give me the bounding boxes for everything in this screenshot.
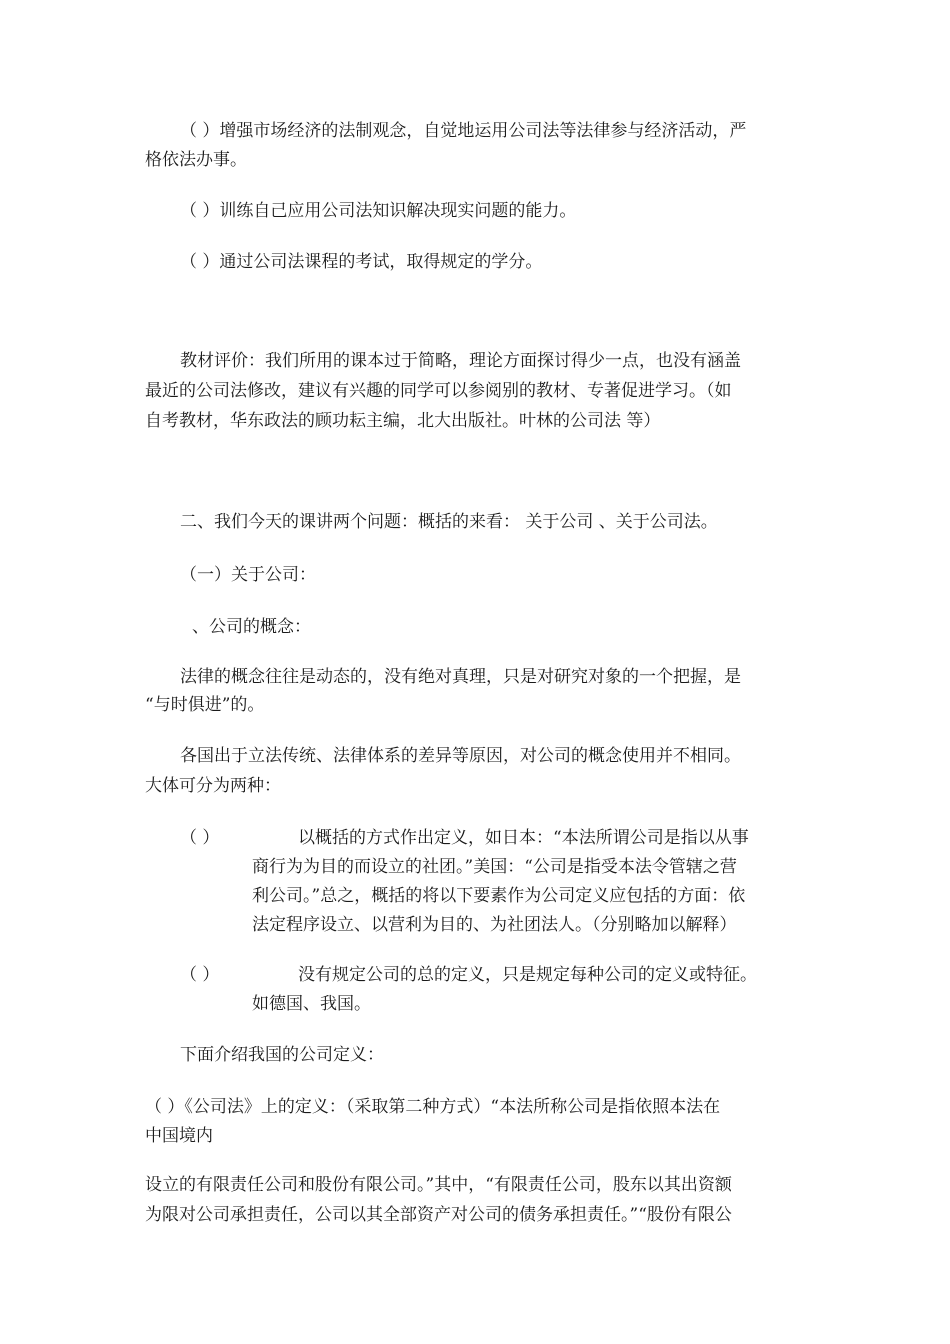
paragraph-line: 最近的公司法修改，建议有兴趣的同学可以参阅别的教材、专著促进学习。（如: [145, 381, 732, 401]
paragraph: （ ）训练自己应用公司法知识解决现实问题的能力。: [180, 201, 577, 221]
paragraph-line: 中国境内: [145, 1126, 213, 1146]
list-marker: （ ）: [180, 965, 220, 985]
paragraph-line: （ ）《公司法》上的定义：（采取第二种方式）“本法所称公司是指依照本法在: [145, 1097, 721, 1117]
paragraph-line: 法律的概念往往是动态的，没有绝对真理，只是对研究对象的一个把握，是: [180, 667, 741, 687]
paragraph-line: 大体可分为两种：: [145, 776, 281, 796]
list-item-line: 法定程序设立、以营利为目的、为社团法人。（分别略加以解释）: [252, 915, 737, 935]
paragraph-line: 各国出于立法传统、法律体系的差异等原因，对公司的概念使用并不相同。: [180, 746, 741, 766]
paragraph-line: 格依法办事。: [145, 150, 247, 170]
list-marker: （ ）: [180, 828, 220, 848]
paragraph-line: （ ）增强市场经济的法制观念，自觉地运用公司法等法律参与经济活动，严: [180, 121, 747, 141]
list-item-line: 利公司。”总之，概括的将以下要素作为公司定义应包括的方面：依: [252, 886, 746, 906]
list-item-line: 以概括的方式作出定义，如日本：“本法所谓公司是指以从事: [298, 828, 749, 848]
paragraph: 下面介绍我国的公司定义：: [180, 1045, 384, 1065]
list-item-line: 没有规定公司的总的定义，只是规定每种公司的定义或特征。: [298, 965, 757, 985]
item-heading: 、公司的概念：: [192, 617, 311, 637]
paragraph-line: 自考教材，华东政法的顾功耘主编，北大出版社。叶林的公司法 等）: [145, 411, 661, 431]
list-item-line: 商行为为目的而设立的社团。”美国：“公司是指受本法令管辖之营: [252, 857, 737, 877]
subsection-heading: （一）关于公司：: [180, 565, 316, 585]
section-heading: 二、我们今天的课讲两个问题：概括的来看： 关于公司 、关于公司法。: [180, 512, 718, 532]
paragraph-line: 设立的有限责任公司和股份有限公司。”其中，“有限责任公司，股东以其出资额: [145, 1175, 732, 1195]
paragraph-line: 为限对公司承担责任，公司以其全部资产对公司的债务承担责任。”“股份有限公: [145, 1205, 732, 1225]
paragraph: （ ）通过公司法课程的考试，取得规定的学分。: [180, 252, 543, 272]
list-item-line: 如德国、我国。: [252, 994, 371, 1014]
paragraph-line: 教材评价：我们所用的课本过于简略，理论方面探讨得少一点，也没有涵盖: [180, 351, 741, 371]
paragraph-line: “与时俱进”的。: [145, 695, 265, 715]
